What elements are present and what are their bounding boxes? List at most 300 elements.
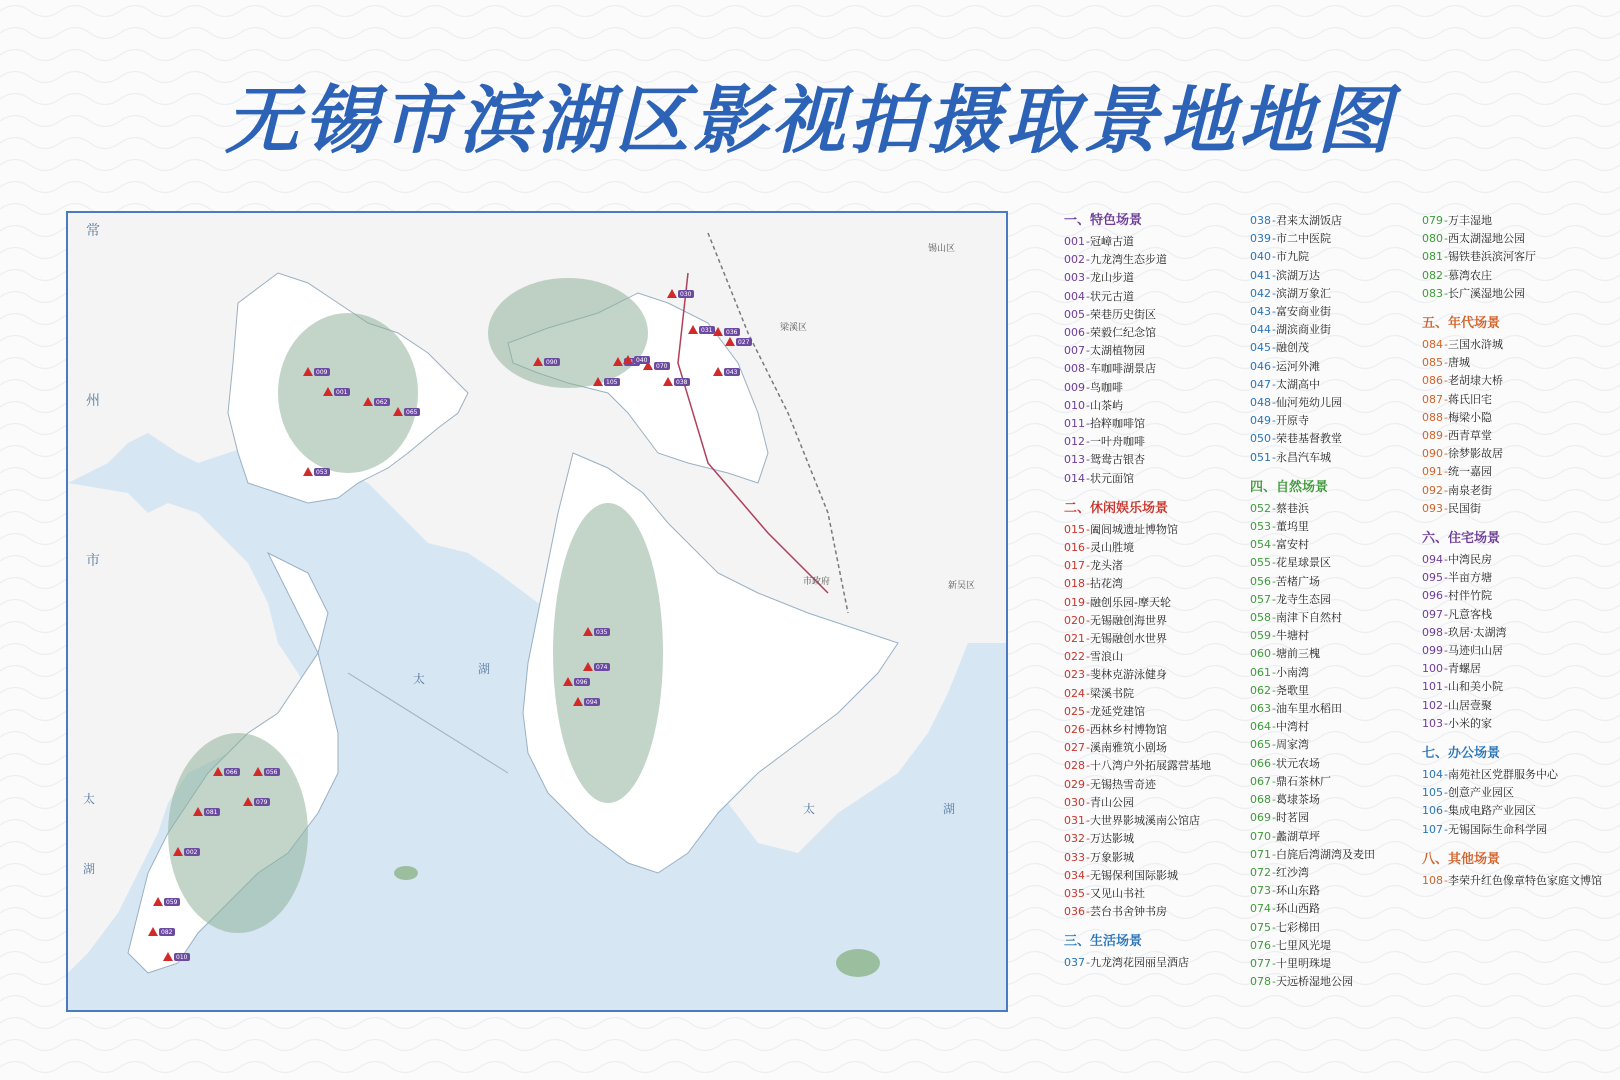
legend-item[interactable] xyxy=(1064,830,1211,848)
legend-item-separator: - xyxy=(1272,323,1276,337)
legend-item-separator: - xyxy=(1444,822,1448,836)
legend-item-separator: - xyxy=(1444,447,1448,461)
legend-item-number: 029 xyxy=(1064,777,1085,791)
legend-item-number: 080 xyxy=(1422,232,1443,246)
legend-item-separator: - xyxy=(1086,271,1090,285)
legend-item-number: 021 xyxy=(1064,632,1085,646)
legend-item-number: 053 xyxy=(1250,520,1271,534)
legend-item-number: 025 xyxy=(1064,704,1085,718)
legend-item-separator: - xyxy=(1444,662,1448,676)
marker-label: 081 xyxy=(206,809,218,816)
legend-item[interactable] xyxy=(1250,664,1375,682)
legend-item[interactable] xyxy=(1250,212,1375,230)
legend-item-separator: - xyxy=(1444,410,1448,424)
legend-item-name: 创意产业园区 xyxy=(1447,786,1514,800)
legend-item-number: 089 xyxy=(1422,429,1443,443)
legend-item[interactable] xyxy=(1422,872,1602,890)
legend-item-separator: - xyxy=(1444,589,1448,603)
legend-item-name: 锡铁巷浜滨河客厅 xyxy=(1447,250,1536,264)
legend-item-number: 019 xyxy=(1064,595,1085,609)
legend-item[interactable] xyxy=(1250,937,1375,955)
legend-item-name: 滨湖万达 xyxy=(1275,268,1320,282)
legend-item-separator: - xyxy=(1444,268,1448,282)
legend-item-separator: - xyxy=(1444,374,1448,388)
legend-item[interactable] xyxy=(1250,285,1375,303)
legend-item-separator: - xyxy=(1444,214,1448,227)
marker-label: 065 xyxy=(406,409,418,416)
legend-item-separator: - xyxy=(1444,286,1448,300)
legend-item[interactable] xyxy=(1422,784,1602,802)
marker-label: 096 xyxy=(576,679,588,686)
legend-item[interactable] xyxy=(1250,755,1375,773)
legend-section-heading: 四、自然场景 xyxy=(1250,479,1329,495)
legend-item-separator: - xyxy=(1086,956,1090,970)
legend-item[interactable] xyxy=(1422,372,1602,390)
legend-item-separator: - xyxy=(1086,886,1090,900)
legend-item-number: 020 xyxy=(1064,613,1085,627)
legend-item[interactable] xyxy=(1250,700,1375,718)
marker-label: 090 xyxy=(546,359,558,366)
legend-item[interactable] xyxy=(1250,230,1375,248)
legend-item-name: 蠡湖草坪 xyxy=(1275,829,1320,843)
legend-item-name: 山茶屿 xyxy=(1089,398,1123,412)
legend-item[interactable] xyxy=(1422,230,1602,248)
legend-item-number: 006 xyxy=(1064,326,1085,340)
legend-item-name: 青山公园 xyxy=(1089,795,1134,809)
legend-item-number: 086 xyxy=(1422,374,1443,388)
legend-item-number: 101 xyxy=(1422,680,1443,694)
legend-item-number: 018 xyxy=(1064,577,1085,591)
legend-item-separator: - xyxy=(1086,289,1090,303)
legend-item-name: 中湾村 xyxy=(1275,720,1309,734)
legend-item[interactable] xyxy=(1064,685,1211,703)
legend-item-name: 慕湾农庄 xyxy=(1447,268,1492,282)
legend-item[interactable] xyxy=(1422,391,1602,409)
legend-item-separator: - xyxy=(1272,414,1276,428)
legend-item[interactable] xyxy=(1422,660,1602,678)
legend-item-name: 滨湖万象汇 xyxy=(1275,286,1331,300)
legend-item[interactable] xyxy=(1064,470,1211,488)
legend-item[interactable] xyxy=(1422,678,1602,696)
legend-item[interactable] xyxy=(1250,267,1375,285)
legend-item[interactable] xyxy=(1422,624,1602,642)
legend-item-name: 鸟咖啡 xyxy=(1089,380,1123,394)
legend-item-separator: - xyxy=(1444,625,1448,639)
legend-item-name: 太湖高中 xyxy=(1275,377,1320,391)
legend-item-number: 005 xyxy=(1064,307,1085,321)
legend-item-name: 龙寺生态园 xyxy=(1275,592,1331,606)
legend-item[interactable] xyxy=(1064,739,1211,757)
legend-item-number: 072 xyxy=(1250,865,1271,879)
legend-item-number: 070 xyxy=(1250,829,1271,843)
legend-item-name: 湖滨商业街 xyxy=(1275,323,1331,337)
legend-item-number: 104 xyxy=(1422,768,1443,782)
legend-item[interactable] xyxy=(1422,642,1602,660)
district-label: 市政府 xyxy=(803,577,831,587)
legend-item[interactable] xyxy=(1064,251,1211,269)
district-label: 锡山区 xyxy=(928,244,956,254)
legend-item-number: 061 xyxy=(1250,665,1271,679)
legend-item-name: 状元面馆 xyxy=(1089,471,1134,485)
legend-item[interactable] xyxy=(1422,715,1602,733)
legend-item-separator: - xyxy=(1086,650,1090,664)
legend-item[interactable] xyxy=(1064,397,1211,415)
legend-item-name: 小米的家 xyxy=(1447,716,1492,730)
legend-item-number: 057 xyxy=(1250,592,1271,606)
legend-item-separator: - xyxy=(1086,577,1090,591)
legend-item-name: 荣巷历史街区 xyxy=(1089,307,1156,321)
legend-item-separator: - xyxy=(1272,720,1276,734)
legend-item-number: 015 xyxy=(1064,522,1085,536)
legend-item-name: 十里明珠堤 xyxy=(1275,956,1331,970)
legend-item[interactable] xyxy=(1064,539,1211,557)
legend-item-name: 西青草堂 xyxy=(1447,429,1492,443)
legend-item-name: 红沙湾 xyxy=(1275,865,1309,879)
legend-item-name: 环山东路 xyxy=(1275,884,1320,898)
legend-item[interactable] xyxy=(1064,849,1211,867)
legend-item[interactable] xyxy=(1250,449,1375,467)
legend-item-separator: - xyxy=(1272,920,1276,934)
legend-item[interactable] xyxy=(1250,248,1375,266)
legend-item[interactable] xyxy=(1422,802,1602,820)
legend-item[interactable] xyxy=(1422,409,1602,427)
legend-item[interactable] xyxy=(1064,594,1211,612)
legend-item-name: 尧歌里 xyxy=(1275,683,1309,697)
legend-item-number: 087 xyxy=(1422,392,1443,406)
legend-item-name: 长广溪湿地公园 xyxy=(1447,286,1525,300)
marker-label: 038 xyxy=(676,379,688,386)
marker-label: 009 xyxy=(316,369,328,376)
legend-item[interactable] xyxy=(1064,557,1211,575)
legend-item[interactable] xyxy=(1064,269,1211,287)
marker-label: 059 xyxy=(166,899,178,906)
legend-item-separator: - xyxy=(1272,450,1276,464)
legend-item[interactable] xyxy=(1250,828,1375,846)
legend-item[interactable] xyxy=(1422,821,1602,839)
legend-item-name: 凡意客栈 xyxy=(1447,607,1492,621)
legend-column-1 xyxy=(1064,212,1211,973)
legend-item-number: 106 xyxy=(1422,804,1443,818)
lake-label: 湖 xyxy=(943,802,956,816)
legend-item-name: 无锡国际生命科学园 xyxy=(1447,822,1547,836)
legend-item-name: 龙山步道 xyxy=(1089,271,1134,285)
page-title: 无锡市滨湖区影视拍摄取景地地图 xyxy=(225,78,1395,164)
legend-item[interactable] xyxy=(1422,427,1602,445)
legend-item-separator: - xyxy=(1272,884,1276,898)
legend-item-separator: - xyxy=(1272,214,1276,227)
legend-item[interactable] xyxy=(1064,612,1211,630)
legend-item[interactable] xyxy=(1250,846,1375,864)
legend-item[interactable] xyxy=(1064,666,1211,684)
legend-item-name: 鼎石茶林厂 xyxy=(1275,774,1331,788)
legend-item[interactable] xyxy=(1250,973,1375,991)
legend-item-separator: - xyxy=(1272,629,1276,643)
legend-item-number: 046 xyxy=(1250,359,1271,373)
legend-item-separator: - xyxy=(1086,704,1090,718)
legend-item[interactable] xyxy=(1250,718,1375,736)
legend-item[interactable] xyxy=(1422,248,1602,266)
legend-item[interactable] xyxy=(1064,776,1211,794)
legend-item-number: 105 xyxy=(1422,786,1443,800)
legend-item-name: 集成电路产业园区 xyxy=(1447,804,1536,818)
legend-item-number: 066 xyxy=(1250,756,1271,770)
legend-item-name: 徐梦影故居 xyxy=(1447,447,1503,461)
legend-item[interactable] xyxy=(1064,233,1211,251)
legend-section-heading: 二、休闲娱乐场景 xyxy=(1064,500,1169,516)
legend-item[interactable] xyxy=(1064,954,1211,972)
legend-item-number: 074 xyxy=(1250,902,1271,916)
legend-item-separator: - xyxy=(1444,698,1448,712)
legend-item[interactable] xyxy=(1064,812,1211,830)
legend-item-number: 094 xyxy=(1422,553,1443,567)
legend-item[interactable] xyxy=(1422,445,1602,463)
legend-item[interactable] xyxy=(1250,573,1375,591)
legend-item[interactable] xyxy=(1064,867,1211,885)
legend-item-number: 065 xyxy=(1250,738,1271,752)
legend-item-separator: - xyxy=(1444,465,1448,479)
legend-item-number: 017 xyxy=(1064,559,1085,573)
legend-item[interactable] xyxy=(1250,609,1375,627)
legend-item-number: 091 xyxy=(1422,465,1443,479)
legend-item-number: 033 xyxy=(1064,850,1085,864)
legend-item[interactable] xyxy=(1064,703,1211,721)
legend-item-name: 梅梁小隐 xyxy=(1447,410,1492,424)
legend-item-separator: - xyxy=(1444,607,1448,621)
legend-item-name: 塘前三槐 xyxy=(1275,647,1320,661)
legend-item[interactable] xyxy=(1422,285,1602,303)
legend-item[interactable] xyxy=(1422,482,1602,500)
legend-item-name: 天远桥湿地公园 xyxy=(1275,975,1353,989)
legend-item[interactable] xyxy=(1064,630,1211,648)
legend-item-number: 085 xyxy=(1422,356,1443,370)
legend-item[interactable] xyxy=(1250,864,1375,882)
legend-item[interactable] xyxy=(1064,433,1211,451)
legend-item-separator: - xyxy=(1444,429,1448,443)
legend-item-separator: - xyxy=(1272,829,1276,843)
legend-item[interactable] xyxy=(1422,766,1602,784)
legend-item-number: 077 xyxy=(1250,956,1271,970)
legend-item-name: 七里风光堤 xyxy=(1275,938,1331,952)
legend-item-number: 054 xyxy=(1250,538,1271,552)
legend-item-number: 052 xyxy=(1250,501,1271,515)
legend-item-separator: - xyxy=(1272,738,1276,752)
legend-item[interactable] xyxy=(1250,412,1375,430)
legend-item-number: 095 xyxy=(1422,571,1443,585)
legend-item[interactable] xyxy=(1250,430,1375,448)
legend-item-name: 车咖啡湖景店 xyxy=(1089,362,1156,376)
legend-item-separator: - xyxy=(1272,683,1276,697)
legend-item-name: 玖居·太湖湾 xyxy=(1447,625,1507,639)
legend-item[interactable] xyxy=(1250,773,1375,791)
legend-item-number: 097 xyxy=(1422,607,1443,621)
legend-item[interactable] xyxy=(1250,554,1375,572)
legend-item[interactable] xyxy=(1064,885,1211,903)
legend-item[interactable] xyxy=(1250,627,1375,645)
legend-item-separator: - xyxy=(1444,644,1448,658)
legend-item-name: 十八湾户外拓展露营基地 xyxy=(1089,759,1211,773)
legend-item-separator: - xyxy=(1444,250,1448,264)
legend-item-number: 081 xyxy=(1422,250,1443,264)
legend-item-name: 一叶舟咖啡 xyxy=(1089,435,1145,449)
legend-item[interactable] xyxy=(1422,267,1602,285)
legend-section-heading: 七、办公场景 xyxy=(1422,746,1501,762)
legend-item-name: 永昌汽车城 xyxy=(1275,450,1331,464)
legend-item-separator: - xyxy=(1444,392,1448,406)
legend-item-name: 鸳鸯古银杏 xyxy=(1089,453,1145,467)
map-frame[interactable] xyxy=(66,211,1008,1012)
legend-item-separator: - xyxy=(1086,453,1090,467)
legend-item-number: 030 xyxy=(1064,795,1085,809)
legend-item-name: 荣毅仁纪念馆 xyxy=(1089,326,1156,340)
legend-item-name: 万达影城 xyxy=(1089,832,1134,846)
legend-item[interactable] xyxy=(1064,521,1211,539)
legend-item-name: 雪浪山 xyxy=(1089,650,1123,664)
legend-item-separator: - xyxy=(1086,795,1090,809)
legend-item-separator: - xyxy=(1272,377,1276,391)
legend-item-separator: - xyxy=(1444,501,1448,515)
legend-item[interactable] xyxy=(1250,376,1375,394)
marker-label: 027 xyxy=(738,339,750,346)
legend-item-separator: - xyxy=(1272,396,1276,410)
legend-item-name: 九龙湾生态步道 xyxy=(1089,253,1167,267)
legend-item-separator: - xyxy=(1086,417,1090,431)
legend-item-separator: - xyxy=(1086,723,1090,737)
legend-item-separator: - xyxy=(1272,665,1276,679)
legend-item-separator: - xyxy=(1272,592,1276,606)
legend-item-number: 012 xyxy=(1064,435,1085,449)
legend-item-name: 融创茂 xyxy=(1275,341,1309,355)
marker-label: 056 xyxy=(266,769,278,776)
legend-item[interactable] xyxy=(1250,536,1375,554)
legend-item-name: 葛埭茶场 xyxy=(1275,793,1320,807)
marker-label: 062 xyxy=(376,399,388,406)
legend-item[interactable] xyxy=(1064,757,1211,775)
legend-item[interactable] xyxy=(1250,682,1375,700)
legend-item[interactable] xyxy=(1250,900,1375,918)
legend-item[interactable] xyxy=(1064,379,1211,397)
legend-item-name: 市二中医院 xyxy=(1275,232,1331,246)
legend-item-separator: - xyxy=(1444,232,1448,246)
legend-item[interactable] xyxy=(1422,606,1602,624)
legend-item[interactable] xyxy=(1422,212,1602,230)
legend-item-separator: - xyxy=(1086,777,1090,791)
lake-label: 太 xyxy=(83,792,96,806)
legend-item-name: 阖闾城遗址博物馆 xyxy=(1089,522,1178,536)
legend-item[interactable] xyxy=(1250,736,1375,754)
legend-item[interactable] xyxy=(1250,394,1375,412)
legend-item-name: 油车里水稻田 xyxy=(1275,702,1342,716)
legend-item[interactable] xyxy=(1250,358,1375,376)
legend-item-number: 009 xyxy=(1064,380,1085,394)
legend-item-separator: - xyxy=(1272,501,1276,515)
legend-item-separator: - xyxy=(1272,341,1276,355)
legend-item[interactable] xyxy=(1422,587,1602,605)
legend-item-name: 九龙湾花园丽呈酒店 xyxy=(1089,956,1189,970)
legend-item-number: 063 xyxy=(1250,702,1271,716)
legend-item-name: 花星球景区 xyxy=(1275,556,1331,570)
legend-item[interactable] xyxy=(1250,791,1375,809)
legend-item[interactable] xyxy=(1250,919,1375,937)
legend-item-number: 039 xyxy=(1250,232,1271,246)
legend-item-name: 周家湾 xyxy=(1275,738,1309,752)
legend-item[interactable] xyxy=(1250,591,1375,609)
legend-item-number: 032 xyxy=(1064,832,1085,846)
legend-item[interactable] xyxy=(1422,551,1602,569)
legend-item-separator: - xyxy=(1444,804,1448,818)
legend-item-number: 031 xyxy=(1064,814,1085,828)
legend-item-separator: - xyxy=(1272,359,1276,373)
legend-item-separator: - xyxy=(1086,435,1090,449)
legend-item-number: 082 xyxy=(1422,268,1443,282)
legend-item-separator: - xyxy=(1086,595,1090,609)
legend-item-number: 102 xyxy=(1422,698,1443,712)
legend-item[interactable] xyxy=(1064,324,1211,342)
hills-southwest xyxy=(168,733,308,933)
legend-item-separator: - xyxy=(1086,253,1090,267)
legend-item[interactable] xyxy=(1422,463,1602,481)
legend-item-number: 078 xyxy=(1250,975,1271,989)
legend-item-name: 村伴竹院 xyxy=(1447,589,1492,603)
legend-item[interactable] xyxy=(1250,303,1375,321)
legend-item[interactable] xyxy=(1250,500,1375,518)
legend-item-name: 又见山书社 xyxy=(1089,886,1145,900)
legend-item-separator: - xyxy=(1272,250,1276,264)
legend-item[interactable] xyxy=(1422,569,1602,587)
marker-label: 066 xyxy=(226,769,238,776)
lake-label: 太 xyxy=(803,802,816,816)
legend-item-name: 蔡巷浜 xyxy=(1275,501,1309,515)
legend-item[interactable] xyxy=(1422,697,1602,715)
legend-item[interactable] xyxy=(1064,648,1211,666)
legend-item[interactable] xyxy=(1422,336,1602,354)
legend-item[interactable] xyxy=(1064,306,1211,324)
legend-item[interactable] xyxy=(1422,354,1602,372)
legend-item-name: 市九院 xyxy=(1275,250,1309,264)
legend-item-name: 富安商业街 xyxy=(1275,305,1331,319)
legend-item[interactable] xyxy=(1064,360,1211,378)
legend-item[interactable] xyxy=(1064,794,1211,812)
legend-item[interactable] xyxy=(1250,809,1375,827)
legend-item[interactable] xyxy=(1064,342,1211,360)
legend-item[interactable] xyxy=(1250,955,1375,973)
legend-item-name: 唐城 xyxy=(1447,356,1470,370)
legend-item[interactable] xyxy=(1422,500,1602,518)
legend-item[interactable] xyxy=(1250,339,1375,357)
legend-item[interactable] xyxy=(1064,288,1211,306)
legend-item-separator: - xyxy=(1086,559,1090,573)
legend-item-separator: - xyxy=(1272,956,1276,970)
legend-item-number: 044 xyxy=(1250,323,1271,337)
legend-item-name: 万象影城 xyxy=(1089,850,1134,864)
legend-item[interactable] xyxy=(1064,903,1211,921)
legend-item-separator: - xyxy=(1086,668,1090,682)
legend-item[interactable] xyxy=(1064,575,1211,593)
legend-item[interactable] xyxy=(1064,415,1211,433)
legend-item-separator: - xyxy=(1086,814,1090,828)
legend-item[interactable] xyxy=(1064,451,1211,469)
legend-item[interactable] xyxy=(1250,645,1375,663)
map[interactable] xyxy=(68,213,1006,1010)
legend-item-name: 白旄后湾湖湾及麦田 xyxy=(1275,847,1375,861)
legend-item-number: 071 xyxy=(1250,847,1271,861)
legend-item[interactable] xyxy=(1250,518,1375,536)
legend-item[interactable] xyxy=(1064,721,1211,739)
legend-item[interactable] xyxy=(1250,321,1375,339)
legend-item-number: 060 xyxy=(1250,647,1271,661)
side-label-shi: 市 xyxy=(86,553,100,569)
legend-item[interactable] xyxy=(1250,882,1375,900)
legend-item-number: 037 xyxy=(1064,956,1085,970)
